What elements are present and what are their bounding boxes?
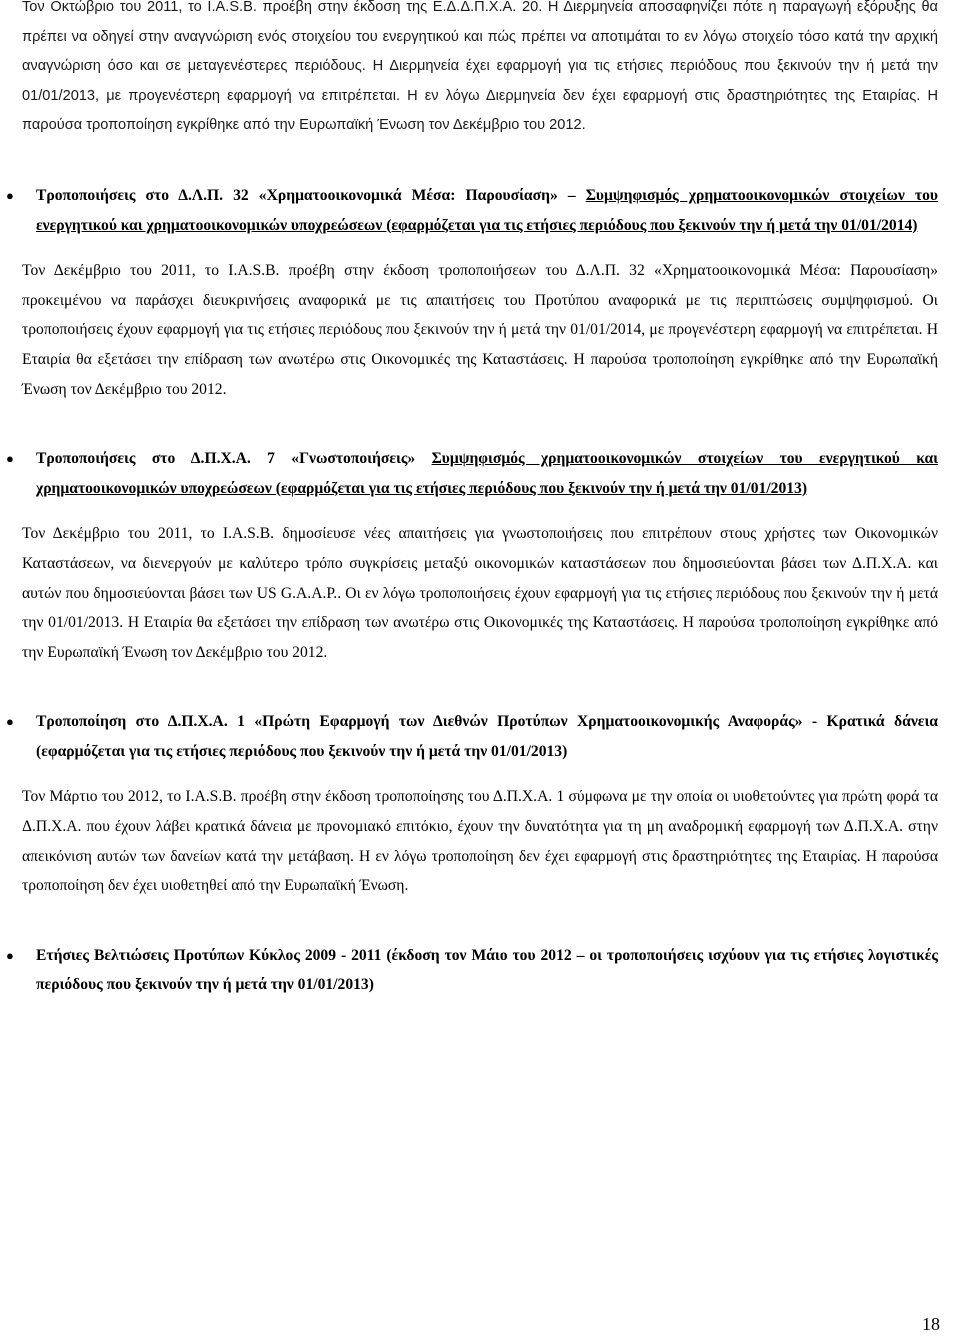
section-heading — [6, 181, 939, 240]
section-ifrs7 — [6, 444, 938, 667]
section-heading — [6, 444, 938, 503]
heading-text: Ετήσιες Βελτιώσεις Προτύπων Κύκλος 2009 - 2011 (έκδοση τον Μάιο του 2012 – οι τροποποιήσεις ισχύουν για τις ετήσιες λογιστικές περιόδους που ξεκινούν την ή μετά την 01/01/2013) — [36, 946, 938, 994]
section-ias32 — [6, 181, 939, 404]
bullet-icon: ● — [6, 947, 14, 963]
bullet-icon: ● — [6, 187, 14, 203]
heading-prefix: Τροποποιήσεις στο Δ.Π.Χ.Α. 7 «Γνωστοποιήσεις» — [36, 450, 432, 468]
heading-underlined: Συμψηφισμός χρηματοοικονομικών στοιχείων του ενεργητικού και χρηματοοικονομικών υποχρεώσεων (εφαρμόζεται για τις ετήσιες περιόδους που ξεκινούν την ή μετά την 01/01/2014) — [36, 186, 939, 234]
section-body: Τον Μάρτιο του 2012, το I.A.S.B. προέβη στην έκδοση τροποποίησης του Δ.Π.Χ.Α. 1 σύμφωνα με την οποία οι υιοθετούντες για πρώτη φορά τα Δ.Π.Χ.Α. που έχουν λάβει κρατικά δάνεια με προνομιακό επιτόκιο, έχουν την δυνατότητα για τη μη αναδρομική εφαρμογή των Δ.Π.Χ.Α. στην απεικόνιση αυτών των δανείων κατά την μετάβαση. Η εν λόγω τροποποίηση δεν έχει εφαρμογή στις δραστηριότητες της Εταιρίας. Η παρούσα τροποποίηση δεν έχει υιοθετηθεί από την Ευρωπαϊκή Ένωση. — [22, 788, 938, 895]
section-annual-improvements — [6, 941, 938, 1000]
document-page — [6, 0, 939, 1000]
page-number: 18 — [922, 1314, 940, 1334]
section-heading — [6, 707, 938, 766]
heading-text: Τροποποίηση στο Δ.Π.Χ.Α. 1 «Πρώτη Εφαρμογή των Διεθνών Προτύπων Χρηματοοικονομικής Αναφοράς» - Κρατικά δάνεια (εφαρμόζεται για τις ετήσιες περιόδους που ξεκινούν την ή μετά την 01/01/2013) — [36, 713, 938, 760]
bullet-icon: ● — [6, 451, 14, 467]
section-body: Τον Δεκέμβριο του 2011, το I.A.S.B. προέβη στην έκδοση τροποποιήσεων του Δ.Λ.Π. 32 «Χρηματοοικονομικά Μέσα: Παρουσίαση» προκειμένου να παράσχει διευκρινήσεις αναφορικά με τις απαιτήσεις του Προτύπου αναφορικά με τις περιπτώσεις συμψηφισμού. Οι τροποποιήσεις έχουν εφαρμογή για τις ετήσιες περιόδους που ξεκινούν την ή μετά την 01/01/2014, με προγενέστερη εφαρμογή να επιτρέπεται. Η Εταιρία θα εξετάσει την επίδραση των ανωτέρω στις Οικονομικές της Καταστάσεις. Η παρούσα τροποποίηση εγκρίθηκε από την Ευρωπαϊκή Ένωση τον Δεκέμβριο του 2012. — [22, 262, 938, 398]
section-ifrs1 — [6, 707, 938, 901]
heading-prefix: Τροποποιήσεις στο Δ.Λ.Π. 32 «Χρηματοοικονομικά Μέσα: Παρουσίαση» – — [36, 186, 586, 204]
bullet-icon: ● — [6, 714, 14, 730]
heading-underlined: Συμψηφισμός χρηματοοικονομικών στοιχείων του ενεργητικού και χρηματοοικονομικών υποχρεώσεων (εφαρμόζεται για τις ετήσιες περιόδους που ξεκινούν την ή μετά την 01/01/2013) — [36, 450, 938, 497]
section-body: Τον Δεκέμβριο του 2011, το I.A.S.B. δημοσίευσε νέες απαιτήσεις για γνωστοποιήσεις που επιτρέπουν στους χρήστες των Οικονομικών Καταστάσεων, να διενεργούν με καλύτερο τρόπο συγκρίσεις μεταξύ οικονομικών καταστάσεων που δημοσιεύονται βάσει των Δ.Π.Χ.Α. και αυτών που δημοσιεύονται βάσει των US G.A.A.P.. Οι εν λόγω τροποποιήσεις έχουν εφαρμογή για τις ετήσιες περιόδους που ξεκινούν την ή μετά την 01/01/2013. Η Εταιρία θα εξετάσει την επίδραση των ανωτέρω στις Οικονομικές της Καταστάσεις. Η παρούσα τροποποίηση εγκρίθηκε από την Ευρωπαϊκή Ένωση τον Δεκέμβριο του 2012. — [22, 525, 938, 661]
section-heading — [6, 941, 938, 1000]
intro-paragraph: Τον Οκτώβριο του 2011, το I.A.S.B. προέβη στην έκδοση της Ε.Δ.Δ.Π.Χ.Α. 20. Η Διερμηνεία αποσαφηνίζει πότε η παραγωγή εξόρυξης θα πρέπει να οδηγεί στην αναγνώριση ενός στοιχείου του ενεργητικού και πώς πρέπει να αποτιμάται το εν λόγω στοιχείο τόσο κατά την αρχική αναγνώριση όσο και σε μεταγενέστερες περιόδους. Η Διερμηνεία έχει εφαρμογή για τις ετήσιες περιόδους που ξεκινούν την ή μετά την 01/01/2013, με προγενέστερη εφαρμογή να επιτρέπεται. Η εν λόγω Διερμηνεία δεν έχει εφαρμογή στις δραστηριότητες της Εταιρίας. Η παρούσα τροποποίηση εγκρίθηκε από την Ευρωπαϊκή Ένωση τον Δεκέμβριο του 2012. — [22, 0, 938, 134]
